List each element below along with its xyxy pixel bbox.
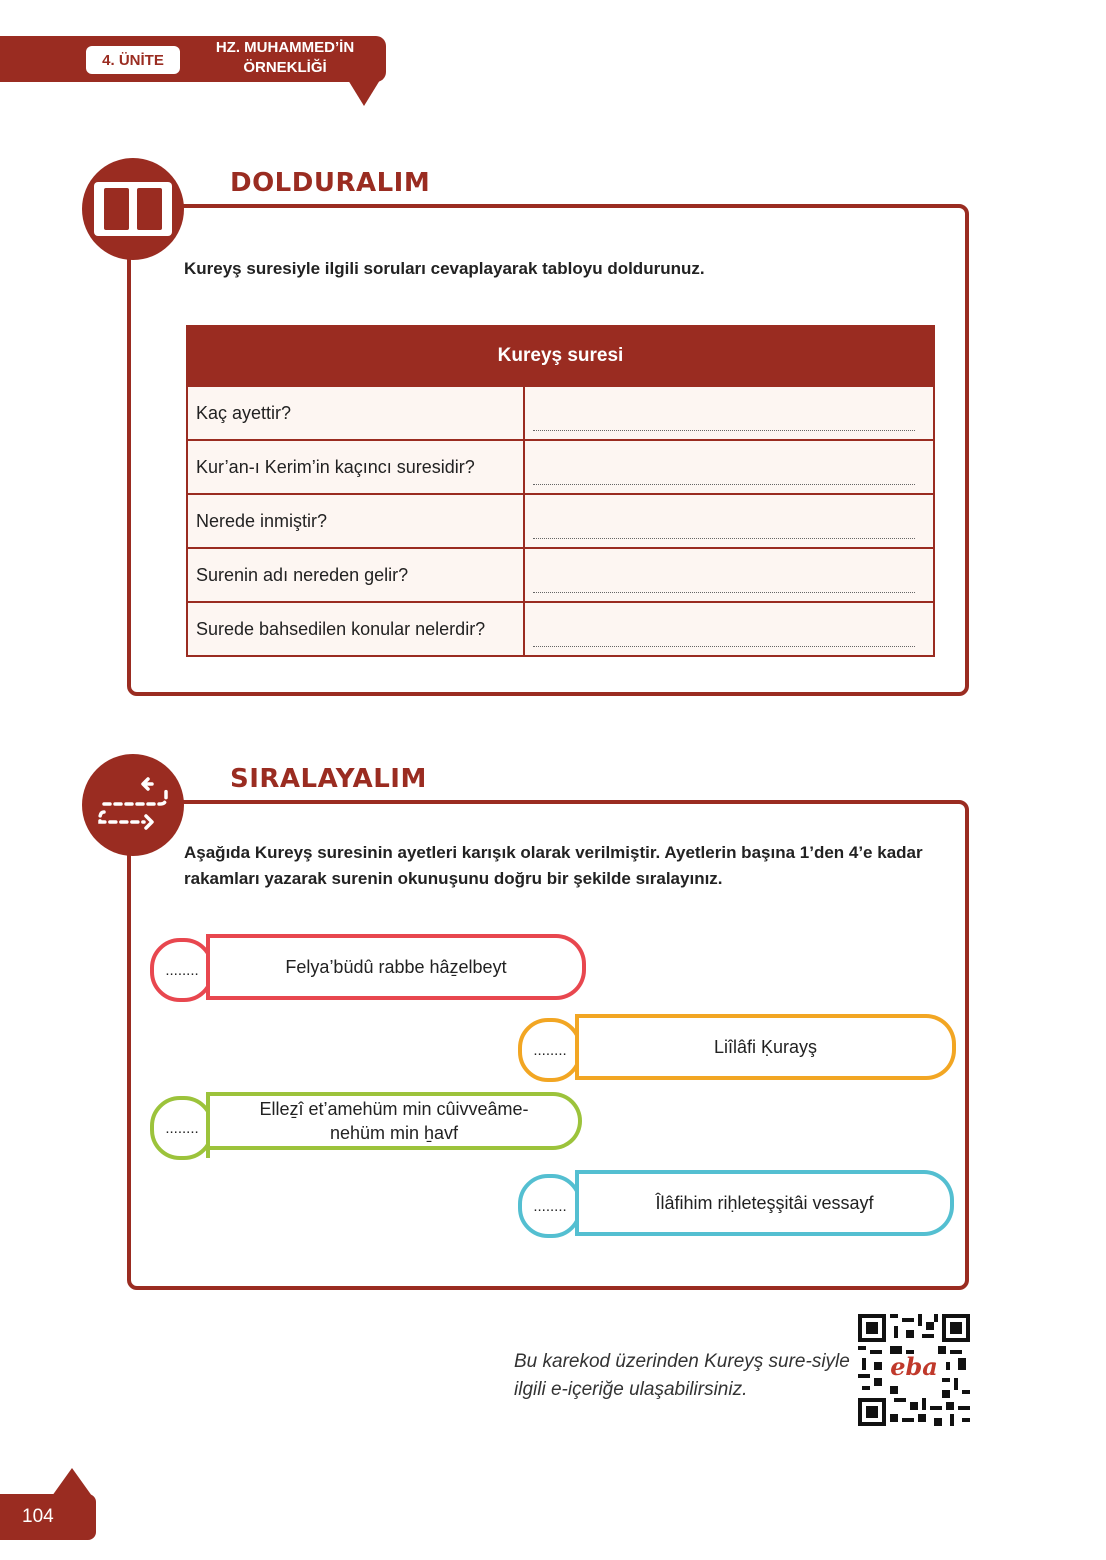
answer-dotted-line <box>533 430 915 431</box>
reorder-arrows-icon <box>82 754 184 856</box>
answer-cell[interactable] <box>524 440 934 494</box>
verse-text: Felya’büdû rabbe hâẕelbeyt <box>210 934 586 1000</box>
verse-text: Liîlâfi Ḳurayş <box>579 1014 956 1080</box>
verse-text: Îlâfihim riḥleteşşitâi vessayf <box>579 1170 954 1236</box>
section-title-siralayalim: SIRALAYALIM <box>230 764 427 794</box>
answer-dotted-line <box>533 592 915 593</box>
siralayalim-instruction: Aşağıda Kureyş suresinin ayetleri karışık olarak verilmiştir. Ayetlerin başına 1’den 4’e kadar rakamları yazarak surenin okunuşunu doğru bir şekilde sıralayınız. <box>184 843 923 888</box>
verse-text: Elleẕî et’amehüm min cûivveâme-nehüm min ẖavf <box>210 1092 582 1150</box>
dolduralim-icon-badge <box>82 158 184 260</box>
question-cell: Surenin adı nereden gelir? <box>187 548 524 602</box>
siralayalim-icon-badge <box>82 754 184 856</box>
verse-order-blank[interactable]: ........ <box>518 1018 582 1082</box>
table-row <box>187 548 934 602</box>
section-title-dolduralim: DOLDURALIM <box>230 168 431 198</box>
answer-dotted-line <box>533 484 915 485</box>
verse-order-blank[interactable]: ........ <box>150 1096 214 1160</box>
table-row <box>187 602 934 656</box>
table-header: Kureyş suresi <box>187 326 934 386</box>
answer-cell[interactable] <box>524 386 934 440</box>
unit-header-tail <box>348 80 380 106</box>
answer-cell[interactable] <box>524 548 934 602</box>
unit-label: 4. ÜNİTE <box>86 46 180 74</box>
page-number-tab-tip <box>52 1468 92 1496</box>
question-cell: Surede bahsedilen konular nelerdir? <box>187 602 524 656</box>
answer-dotted-line <box>533 646 915 647</box>
table-row <box>187 440 934 494</box>
verse-order-blank[interactable]: ........ <box>150 938 214 1002</box>
unit-title: HZ. MUHAMMED’İN ÖRNEKLİĞİ <box>215 39 355 76</box>
page-number: 104 <box>0 1494 96 1540</box>
qr-caption: Bu karekod üzerinden Kureyş sure-siyle ilgili e-içeriğe ulaşabilirsiniz. <box>514 1351 850 1400</box>
answer-cell[interactable] <box>524 494 934 548</box>
answer-dotted-line <box>533 538 915 539</box>
verse-order-blank[interactable]: ........ <box>518 1174 582 1238</box>
open-book-icon <box>82 158 184 260</box>
table-row <box>187 386 934 440</box>
qr-code[interactable] <box>858 1314 970 1426</box>
question-cell: Nerede inmiştir? <box>187 494 524 548</box>
answer-cell[interactable] <box>524 602 934 656</box>
question-cell: Kaç ayettir? <box>187 386 524 440</box>
eba-logo: eba <box>890 1352 938 1381</box>
kureys-table <box>186 325 935 657</box>
table-row <box>187 494 934 548</box>
question-cell: Kur’an-ı Kerim’in kaçıncı suresidir? <box>187 440 524 494</box>
dolduralim-instruction: Kureyş suresiyle ilgili soruları cevaplayarak tabloyu doldurunuz. <box>184 259 705 278</box>
